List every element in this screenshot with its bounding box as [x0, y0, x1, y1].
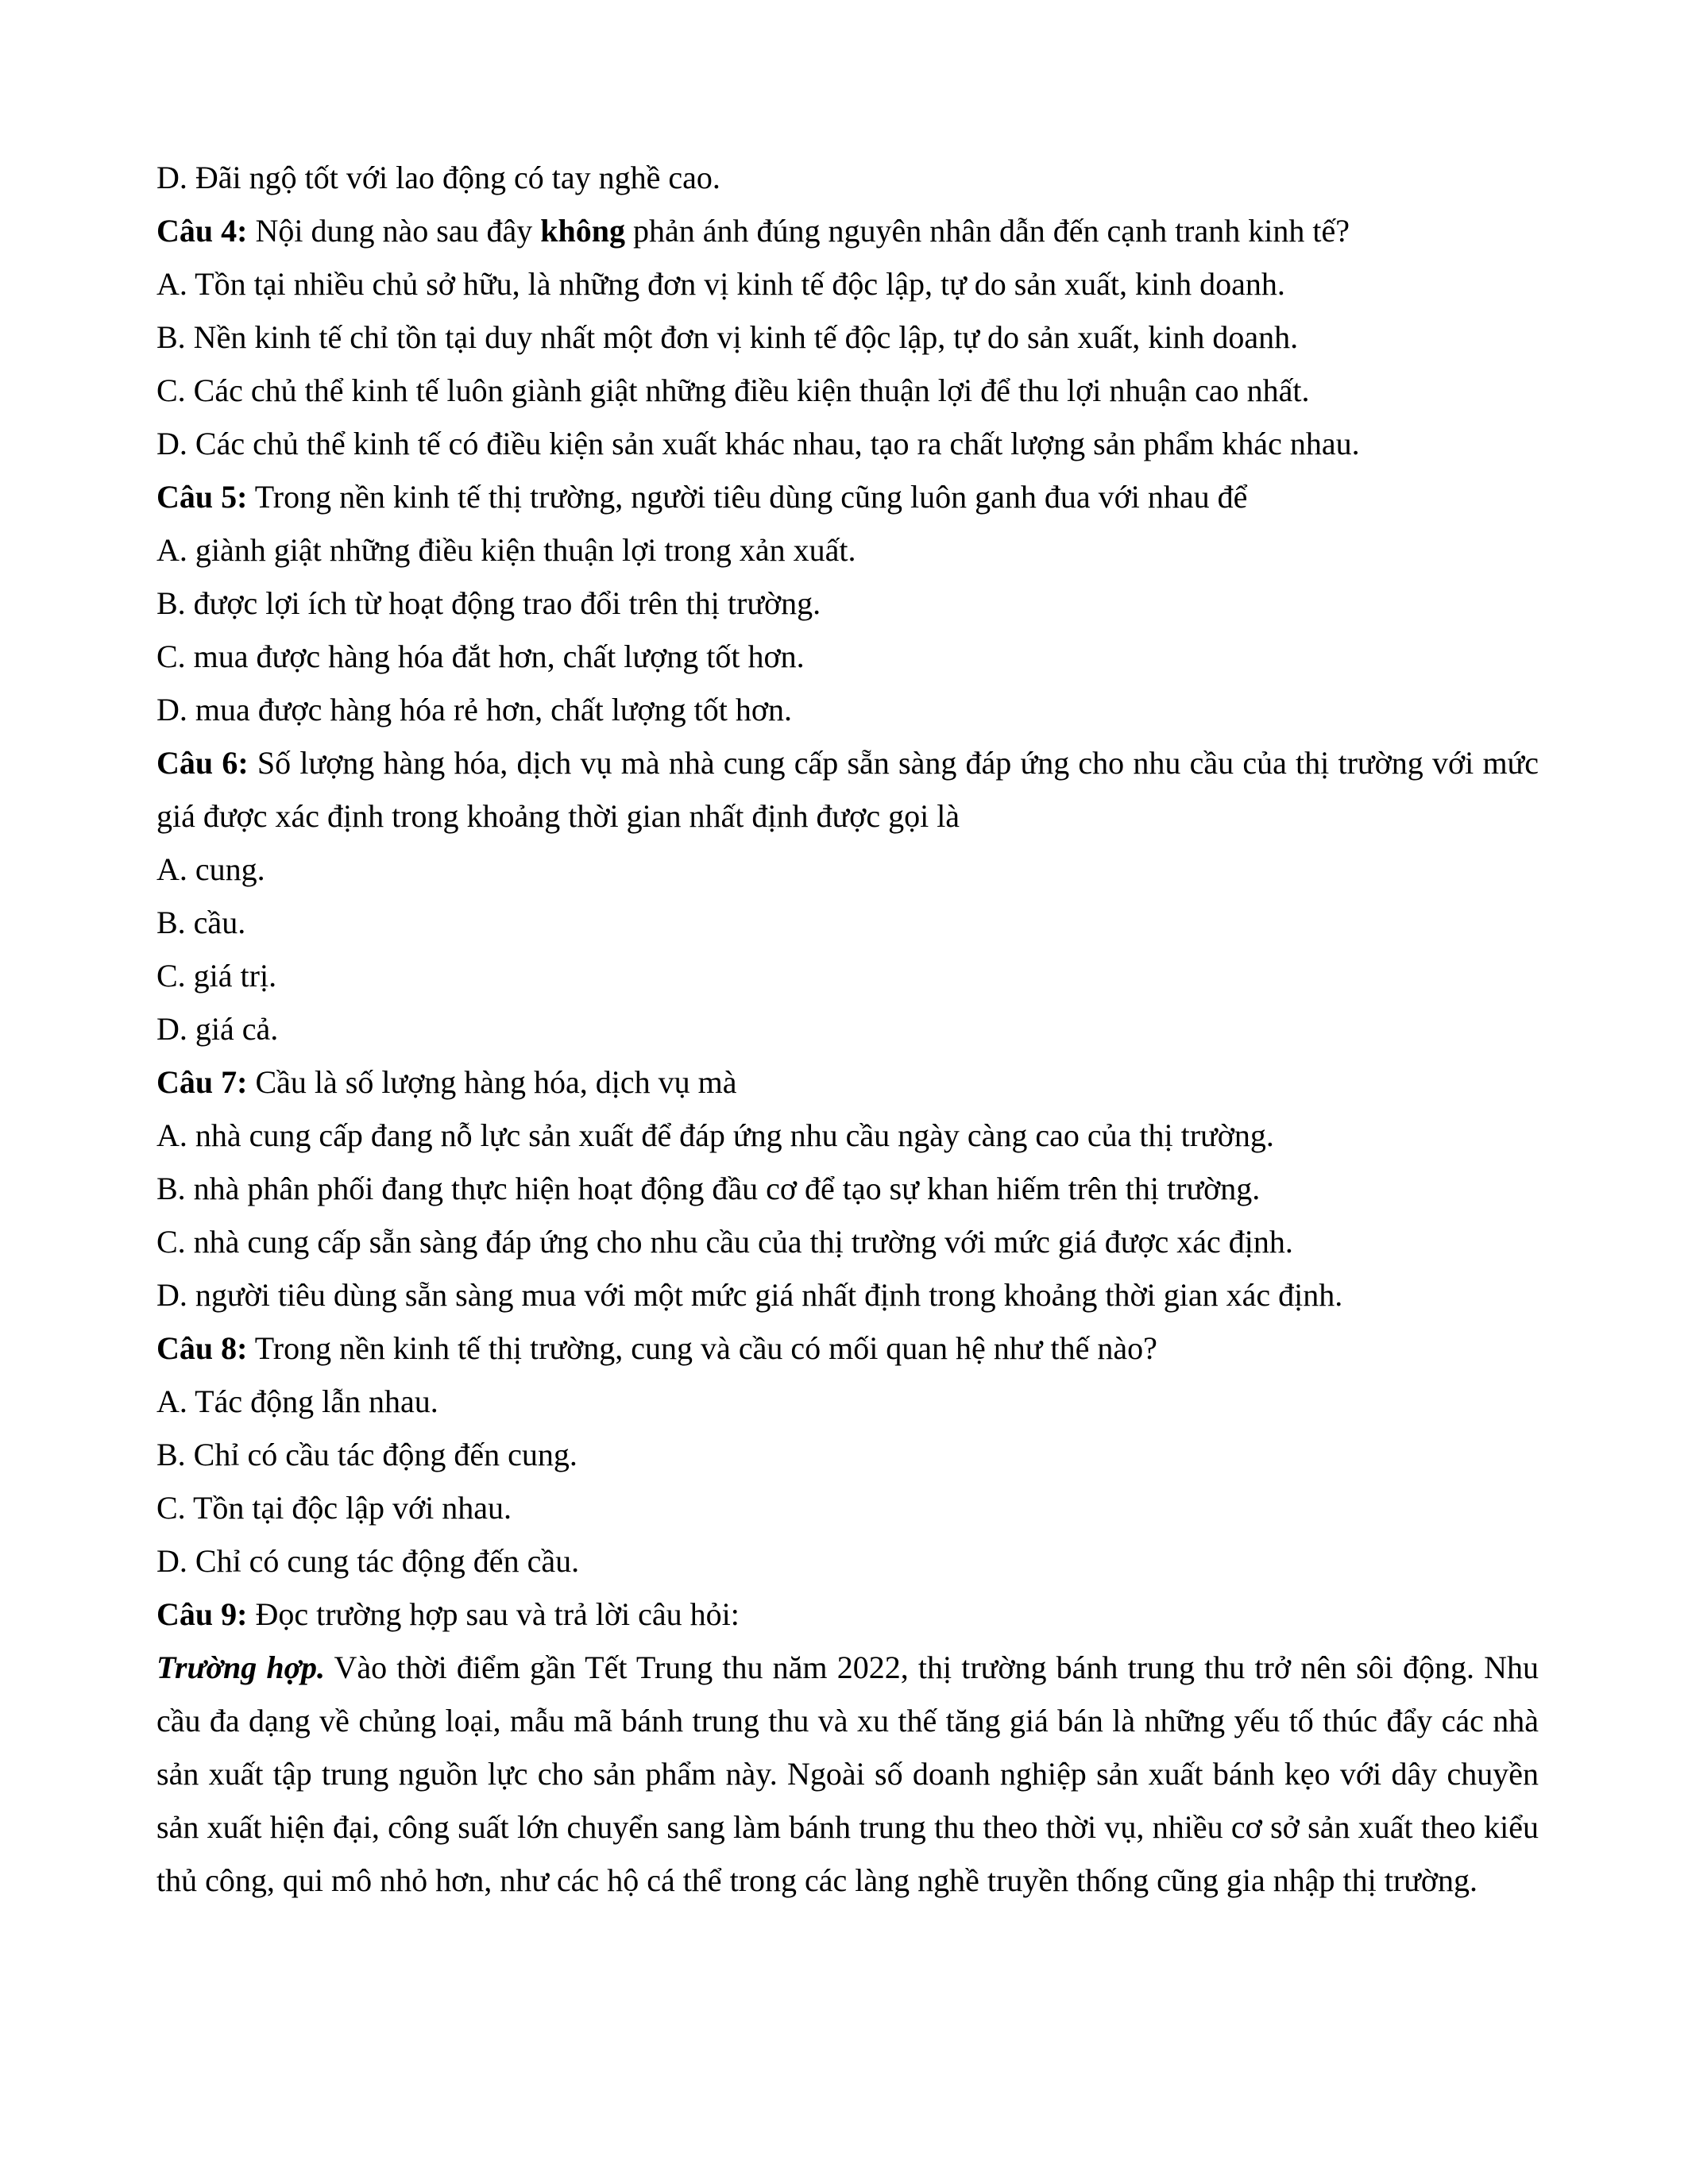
question-7-option-b: B. nhà phân phối đang thực hiện hoạt động đầu cơ để tạo sự khan hiếm trên thị trường.	[156, 1171, 1261, 1206]
question-8-text: Trong nền kinh tế thị trường, cung và cầu có mối quan hệ như thế nào?	[247, 1330, 1157, 1366]
question-6-option-a: A. cung.	[156, 851, 265, 887]
case-study-text: Vào thời điểm gần Tết Trung thu năm 2022, thị trường bánh trung thu trở nên sôi động. Nhu cầu đa dạng về chủng loại, mẫu mã bánh trung thu và xu thế tăng giá bán là những yếu tố thúc đẩy các nhà sản xuất tập trung nguồn lực cho sản phẩm này. Ngoài số doanh nghiệp sản xuất bánh kẹo với dây chuyền sản xuất hiện đại, công suất lớn chuyển sang làm bánh trung thu theo thời vụ, nhiều cơ sở sản xuất theo kiểu thủ công, qui mô nhỏ hơn, như các hộ cá thể trong các làng nghề truyền thống cũng gia nhập thị trường.	[156, 1650, 1539, 1898]
question-9-text: Đọc trường hợp sau và trả lời câu hỏi:	[247, 1596, 740, 1632]
question-7-option-d: D. người tiêu dùng sẵn sàng mua với một mức giá nhất định trong khoảng thời gian xác định.	[156, 1277, 1343, 1313]
question-8	[156, 1322, 1539, 1375]
question-4-option-b: B. Nền kinh tế chỉ tồn tại duy nhất một đơn vị kinh tế độc lập, tự do sản xuất, kinh doanh.	[156, 319, 1299, 355]
q3-option-d: D. Đãi ngộ tốt với lao động có tay nghề cao.	[156, 160, 720, 195]
question-5-label: Câu 5:	[156, 479, 248, 515]
question-5-text: Trong nền kinh tế thị trường, người tiêu dùng cũng luôn ganh đua với nhau để	[247, 479, 1248, 515]
question-4-text-after: phản ánh đúng nguyên nhân dẫn đến cạnh tranh kinh tế?	[625, 213, 1350, 249]
question-6-option-b: B. cầu.	[156, 905, 246, 940]
question-4-option-a: A. Tồn tại nhiều chủ sở hữu, là những đơn vị kinh tế độc lập, tự do sản xuất, kinh doanh.	[156, 266, 1285, 302]
question-7-option-a: A. nhà cung cấp đang nỗ lực sản xuất để đáp ứng nhu cầu ngày càng cao của thị trường.	[156, 1117, 1274, 1153]
question-4-option-c: C. Các chủ thể kinh tế luôn giành giật những điều kiện thuận lợi để thu lợi nhuận cao nhất.	[156, 372, 1310, 408]
case-study-label: Trường hợp.	[156, 1650, 326, 1685]
question-8-option-c: C. Tồn tại độc lập với nhau.	[156, 1490, 512, 1526]
question-6-label: Câu 6:	[156, 745, 249, 781]
question-6-text: Số lượng hàng hóa, dịch vụ mà nhà cung cấp sẵn sàng đáp ứng cho nhu cầu của thị trường với mức giá được xác định trong khoảng thời gian nhất định được gọi là	[156, 745, 1539, 834]
question-4-text-before: Nội dung nào sau đây	[247, 213, 541, 249]
question-9-label: Câu 9:	[156, 1596, 248, 1632]
question-9	[156, 1588, 1539, 1641]
question-8-option-b: B. Chỉ có cầu tác động đến cung.	[156, 1437, 577, 1472]
question-8-option-d: D. Chỉ có cung tác động đến cầu.	[156, 1543, 580, 1579]
question-4-emphasis: không	[540, 213, 626, 249]
question-8-label: Câu 8:	[156, 1330, 248, 1366]
case-study-paragraph	[156, 1641, 1539, 1907]
question-7-label: Câu 7:	[156, 1064, 248, 1100]
question-7	[156, 1055, 1539, 1109]
question-4	[156, 204, 1539, 257]
question-7-text: Cầu là số lượng hàng hóa, dịch vụ mà	[247, 1064, 737, 1100]
question-5	[156, 470, 1539, 523]
document-page	[156, 151, 1539, 1907]
question-7-option-c: C. nhà cung cấp sẵn sàng đáp ứng cho nhu cầu của thị trường với mức giá được xác định.	[156, 1224, 1293, 1260]
question-5-option-c: C. mua được hàng hóa đắt hơn, chất lượng tốt hơn.	[156, 639, 805, 674]
question-6	[156, 736, 1539, 843]
question-5-option-b: B. được lợi ích từ hoạt động trao đổi trên thị trường.	[156, 585, 821, 621]
question-8-option-a: A. Tác động lẫn nhau.	[156, 1383, 438, 1419]
question-4-label: Câu 4:	[156, 213, 248, 249]
question-4-option-d: D. Các chủ thể kinh tế có điều kiện sản xuất khác nhau, tạo ra chất lượng sản phẩm khác nhau.	[156, 426, 1360, 461]
question-5-option-a: A. giành giật những điều kiện thuận lợi trong xản xuất.	[156, 532, 856, 568]
question-6-option-d: D. giá cả.	[156, 1011, 279, 1047]
question-5-option-d: D. mua được hàng hóa rẻ hơn, chất lượng tốt hơn.	[156, 692, 793, 727]
question-6-option-c: C. giá trị.	[156, 958, 277, 994]
